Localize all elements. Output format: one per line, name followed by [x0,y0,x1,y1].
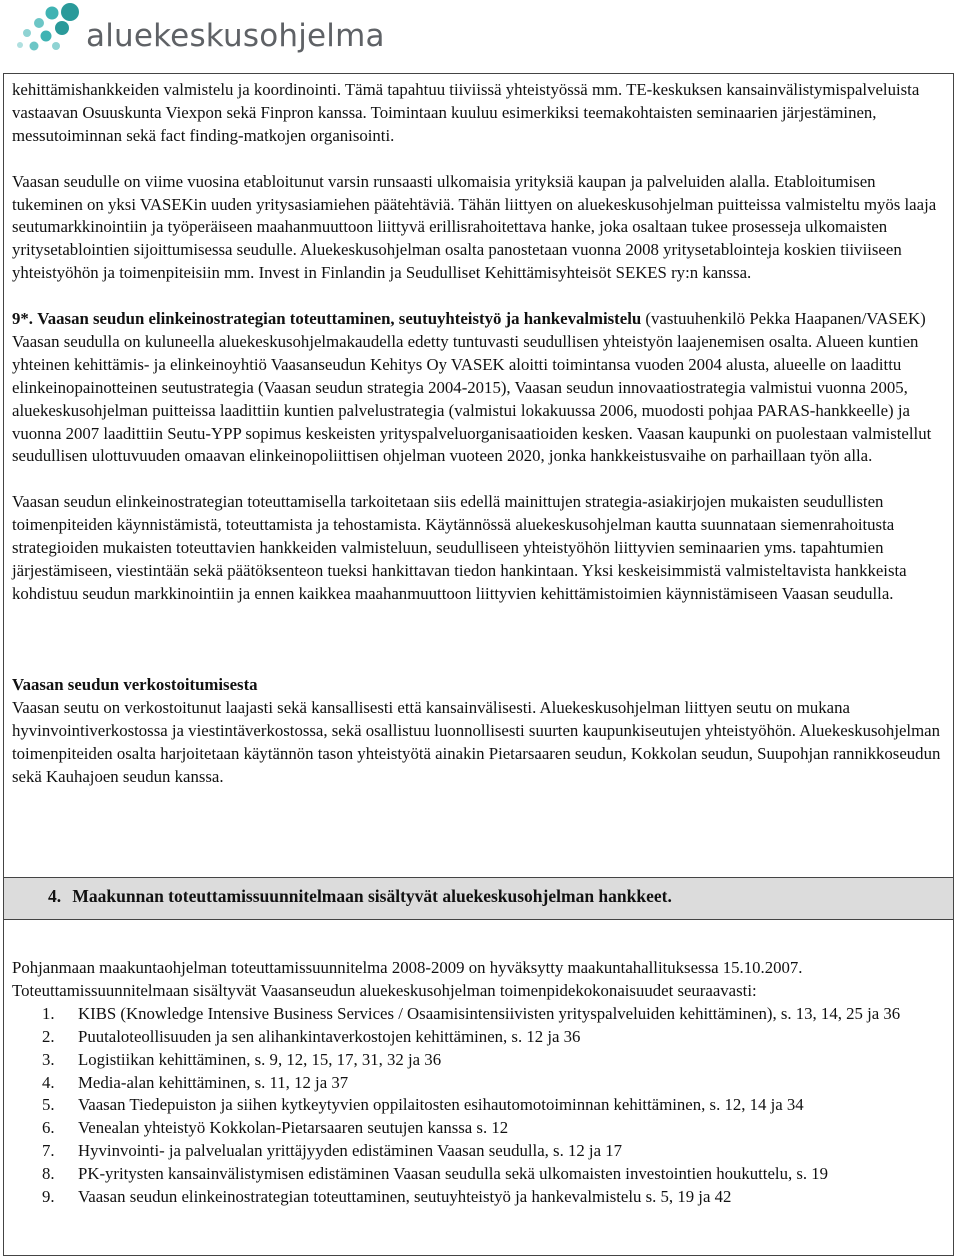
section-4-heading-band [4,878,953,920]
list-item: 5. Vaasan Tiedepuiston ja siihen kytkeytyvien oppilaitosten esihautomotoiminnan kehittäminen, s. 12, 14 ja 34 [42,1095,804,1115]
section-4-title: Maakunnan toteuttamissuunnitelmaan sisältyvät aluekeskusohjelman hankkeet. [72,886,672,906]
list-item: 3. Logistiikan kehittäminen, s. 9, 12, 15, 17, 31, 32 ja 36 [42,1049,442,1069]
section-9-title: Vaasan seudun elinkeinostrategian toteuttaminen, seutuyhteistyö ja hankevalmistelu [37,309,642,329]
section-9-heading [12,308,947,331]
logo-wordmark: aluekeskusohjelma [86,18,385,54]
list-item: 7. Hyvinvointi- ja palvelualan yrittäjyyden edistäminen Vaasan seudulla, s. 12 ja 17 [42,1141,623,1161]
list-item: 8. PK-yritysten kansainvälistymisen edistäminen Vaasan seudulla sekä ulkomaisten investointien houkuttelu, s. 19 [42,1164,829,1184]
section-9-number: 9*. [12,309,33,329]
networking-heading: Vaasan seudun verkostoitumisesta [12,675,258,695]
list-item: 2. Puutaloteollisuuden ja sen alihankintaverkostojen kehittäminen, s. 12 ja 36 [42,1026,581,1046]
page-header [12,0,385,62]
list-item: 4. Media-alan kehittäminen, s. 11, 12 ja 37 [42,1072,349,1092]
intro-paragraph: kehittämishankkeiden valmistelu ja koordinointi. Tämä tapahtuu tiiviissä yhteistyössä mm. TE-keskuksen kansainvälistymispalveluista vastaavan Osuuskunta Viexpon sekä Finpron kanssa. Toimintaan kuuluu esimerkiksi teemakohtaisten seminaarien järjestäminen, messutoiminnan sekä fact finding-matkojen organisointi. [12,80,920,145]
list-item: 1. KIBS (Knowledge Intensive Business Services / Osaamisintensiivisten yrityspalveluiden kehittäminen), s. 13, 14, 25 ja 36 [42,1003,901,1023]
list-item: 6. Venealan yhteistyö Kokkolan-Pietarsaaren seutujen kanssa s. 12 [42,1118,509,1138]
section-4-heading [48,886,672,907]
aluekeskusohjelma-logo-icon [12,1,88,61]
section-4-number: 4. [48,886,62,906]
section-9-paragraph-1: Vaasan seudulla on kuluneella aluekeskusohjelmakaudella edetty tuntuvasti seudullisen yhteistyön laajenemisen osalta. Alueen kuntien yhteinen kehittämis- ja elinkeinoyhtiö Vaasanseudun Kehitys Oy VASEK aloitti toimintansa vuoden 2004 alusta, alueelle on laadittu elinkeinopainotteinen seutustrategia (Vaasan seudun strategia 2004-2015), Vaasan seudun innovaatiostrategia valmistui vuonna 2005, aluekeskusohjelman puitteissa laadittiin kuntien palvelustrategia (valmistui lokakuussa 2006, muodosti pohjaa PARAS-hankkeelle) ja vuonna 2007 laadittiin Seutu-YPP sopimus keskeisten yrityspalveluorganisaatioiden kesken. Vaasan kaupunki on puolestaan valmistellut seudullisen ulottuvuuden omaavan elinkeinopoliittisen ohjelman vuoteen 2020, jonka hankkeistusvaihe on parhaillaan työn alla. [12,331,932,466]
section-9-responsible: (vastuuhenkilö Pekka Haapanen/VASEK) [645,309,926,329]
networking-paragraph: Vaasan seutu on verkostoitunut laajasti sekä kansallisesti että kansainvälisesti. Aluekeskusohjelman liittyen seutu on mukana hyvinvointiverkostossa ja viestintäverkostossa, sekä osallistuu luonnollisesti suurten kaupunkiseutujen yhteistyöhön. Aluekeskusohjelman toimenpiteiden osalta harjoitetaan käytännön tason yhteistyötä ainakin Pietarsaaren seudun, Kokkolan seudun, Suupohjan rannikkoseudun sekä Kauhajoen seudun kanssa. [12,698,941,787]
etabloituminen-paragraph: Vaasan seudulle on viime vuosina etabloitunut varsin runsaasti ulkomaisia yrityksiä kaupan ja palveluiden alalla. Etabloitumisen tukeminen on yksi VASEKin uuden yritysasiamiehen päätehtäviä. Tähän liittyen on aluekeskusohjelman puitteissa valmisteltu myös laaja seutumarkkinointiin ja työperäiseen maahanmuuttoon liittyvä erillisrahoitettava hanke, joka osaltaan tukee prosesseja ulkomaisten yritysetablointien sijoittumisessa seudulle. Aluekeskusohjelman osalta panostetaan vuonna 2008 yritysetablointeja koskien tiiviiseen yhteistyöhön ja toimenpiteisiin mm. Invest in Finlandin ja Seudulliset Kehittämisyhteisöt SEKES ry:n kanssa. [12,171,937,283]
document-body-upper [12,79,947,789]
plan-paragraph: Pohjanmaan maakuntaohjelman toteuttamissuunnitelma 2008-2009 on hyväksytty maakuntahallituksessa 15.10.2007. Toteuttamissuunnitelmaan sisältyvät Vaasanseudun aluekeskusohjelman toimenpidekokonaisuudet seuraavasti: [12,958,803,1000]
document-body-lower [12,957,947,1209]
list-item: 9. Vaasan seudun elinkeinostrategian toteuttaminen, seutuyhteistyö ja hankevalmistelu s. 5, 19 ja 42 [42,1187,732,1207]
section-9-paragraph-2: Vaasan seudun elinkeinostrategian toteuttamisella tarkoitetaan siis edellä mainittujen strategia-asiakirjojen mukaisten seudullisten toimenpiteiden käynnistämistä, toteuttamista ja tehostamista. Käytännössä aluekeskusohjelman kautta suunnataan siemenrahoitusta strategioiden mukaisten toteuttavien hankkeiden valmisteluun, seudulliseen yhteistyöhön liittyvien seminaarien yms. tapahtumien järjestämiseen, viestintään sekä päätöksenteon tueksi hankittavan tiedon hankintaan. Yksi keskeisimmistä valmisteltavista hankkeista kohdistuu seudun markkinointiin ja ennen kaikkea maahanmuuttoon liittyvien kehittämistoimien käynnistämiseen Vaasan seudulla. [12,492,907,603]
project-list [12,1003,947,1209]
